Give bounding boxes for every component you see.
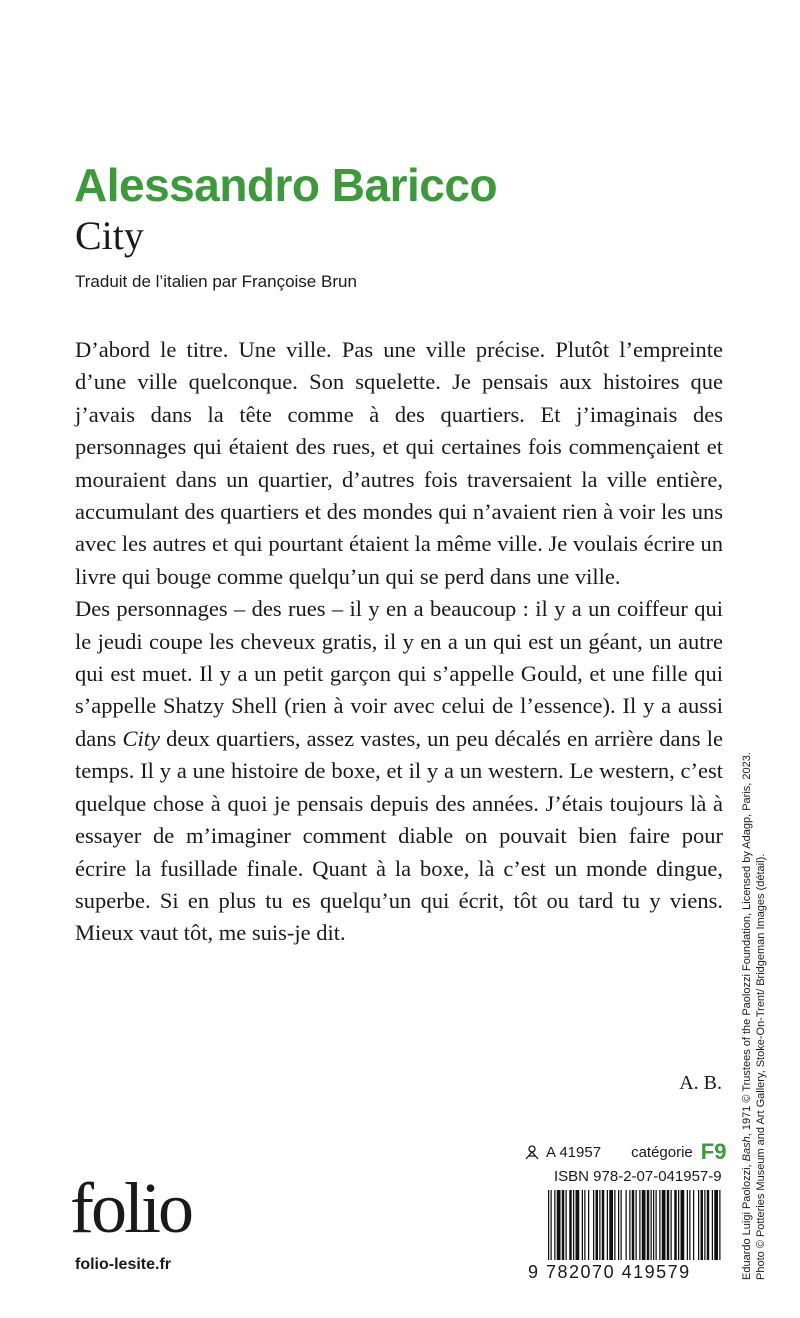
barcode-bar xyxy=(602,1190,605,1260)
credits-line-1-suffix: , 1971 © Trustees of the Paolozzi Foundation, Licensed by Adagp, Paris, 2023. xyxy=(741,752,753,1137)
barcode-bar xyxy=(671,1190,672,1260)
barcode-bar xyxy=(701,1190,704,1260)
translator-credit: Traduit de l’italien par Françoise Brun xyxy=(75,272,357,291)
product-codes xyxy=(524,1140,726,1188)
barcode-bar xyxy=(653,1190,654,1260)
barcode-bar xyxy=(557,1190,561,1260)
barcode-bar xyxy=(626,1190,627,1260)
barcode-bar xyxy=(614,1190,615,1260)
barcode-bar xyxy=(607,1190,608,1260)
barcode-digits: 9 782070 419579 xyxy=(528,1262,691,1282)
barcode-bar xyxy=(621,1190,622,1260)
blurb-paragraph-2-start: Des personnages – des rues – il y en a beaucoup : il y a un coiffeur qui le jeudi coupe les cheveux gratis, il y en a un qui est un géant, un autre qui est muet. Il y a un petit garçon qui s’appelle Gould, et une fille qui s’appelle Shatzy Shell (rien à voir avec celui de l’essence). Il y a aussi dans xyxy=(75,596,723,751)
barcode-bar xyxy=(642,1190,646,1260)
barcode-bar xyxy=(712,1190,713,1260)
credits-line-1 xyxy=(740,680,754,1280)
credits-line-1-prefix: Eduardo Luigi Paolozzi, xyxy=(741,1161,753,1280)
barcode-bar xyxy=(674,1190,677,1260)
barcode-bar xyxy=(582,1190,583,1260)
barcode-bar xyxy=(656,1190,657,1260)
blurb-text xyxy=(75,334,723,950)
book-title: City xyxy=(75,213,144,258)
barcode-bar xyxy=(576,1190,580,1260)
barcode-bar xyxy=(719,1190,720,1260)
barcode-bar xyxy=(593,1190,594,1260)
barcode-bar xyxy=(714,1190,718,1260)
barcode-bar xyxy=(554,1190,555,1260)
blurb-italic-title: City xyxy=(122,725,160,751)
barcode-bar xyxy=(569,1190,572,1260)
barcode-bar xyxy=(647,1190,650,1260)
credits-line-2: Photo © Potteries Museum and Art Gallery, Stoke-On-Trent/ Bridgeman Images (détail). xyxy=(755,853,767,1280)
author-name: Alessandro Baricco xyxy=(74,159,498,211)
blurb-paragraph-2 xyxy=(75,593,723,949)
barcode-bar xyxy=(687,1190,688,1260)
barcode-bar xyxy=(704,1190,705,1260)
image-credits xyxy=(740,680,768,1280)
barcode-bar xyxy=(566,1190,567,1260)
barcode xyxy=(548,1190,723,1260)
blurb-signature: A. B. xyxy=(679,1072,722,1094)
barcode-bar xyxy=(596,1190,599,1260)
publisher-website: folio-lesite.fr xyxy=(75,1256,172,1273)
barcode-bar xyxy=(551,1190,552,1260)
barcode-bar xyxy=(573,1190,574,1260)
collection-code: A 41957 xyxy=(546,1143,602,1161)
isbn: ISBN 978-2-07-041957-9 xyxy=(554,1167,722,1185)
barcode-bar xyxy=(639,1190,640,1260)
barcode-bar xyxy=(698,1190,699,1260)
barcode-bar xyxy=(629,1190,630,1260)
blurb-paragraph-1: D’abord le titre. Une ville. Pas une ville précise. Plutôt l’empreinte d’une ville quelconque. Son squelette. Je pensais aux histoires que j’avais dans la tête comme à des quartiers. Et j’imaginais des personnages qui étaient des rues, et qui certaines fois commençaient et mouraient dans un quartier, d’autres fois traversaient la ville entière, accumulant des quartiers et des mondes qui n’avaient rien à voir les uns avec les autres et qui pourtant étaient la même ville. Je voulais écrire un livre qui bouge comme quelqu’un qui se perd dans une ville. xyxy=(75,337,723,589)
barcode-bar xyxy=(681,1190,685,1260)
barcode-bar xyxy=(632,1190,635,1260)
barcode-bar xyxy=(667,1190,670,1260)
barcode-bar xyxy=(678,1190,679,1260)
barcode-bar xyxy=(562,1190,565,1260)
barcode-bar xyxy=(636,1190,637,1260)
credits-artwork-title: Bash xyxy=(741,1136,753,1162)
barcode-bar xyxy=(689,1190,690,1260)
barcode-bar xyxy=(609,1190,613,1260)
barcode-bar xyxy=(599,1190,600,1260)
category-code: F9 xyxy=(700,1139,727,1164)
folio-mark-icon xyxy=(524,1144,540,1160)
barcode-bar xyxy=(618,1190,619,1260)
barcode-bar xyxy=(659,1190,660,1260)
blurb-paragraph-2-end: deux quartiers, assez vastes, un peu décalés en arrière dans le temps. Il y a une histoire de boxe, et il y a un western. Le western, c’est quelque chose à quoi je pensais depuis des années. J’étais toujours là à essayer de m’imaginer comment diable on pouvait bien faire pour écrire la fusillade finale. Quant à la boxe, là c’est un monde dingue, superbe. Si en plus tu es quelqu’un qui écrit, tôt ou tard tu y viens. Mieux vaut tôt, me suis-je dit. xyxy=(75,725,723,946)
barcode-bar xyxy=(707,1190,710,1260)
barcode-bar xyxy=(693,1190,694,1260)
barcode-bar xyxy=(651,1190,652,1260)
folio-logo: folio xyxy=(70,1168,191,1248)
barcode-bar xyxy=(584,1190,585,1260)
barcode-bar xyxy=(662,1190,666,1260)
barcode-bar xyxy=(548,1190,549,1260)
barcode-bar xyxy=(588,1190,589,1260)
category-label: catégorie xyxy=(631,1143,693,1161)
